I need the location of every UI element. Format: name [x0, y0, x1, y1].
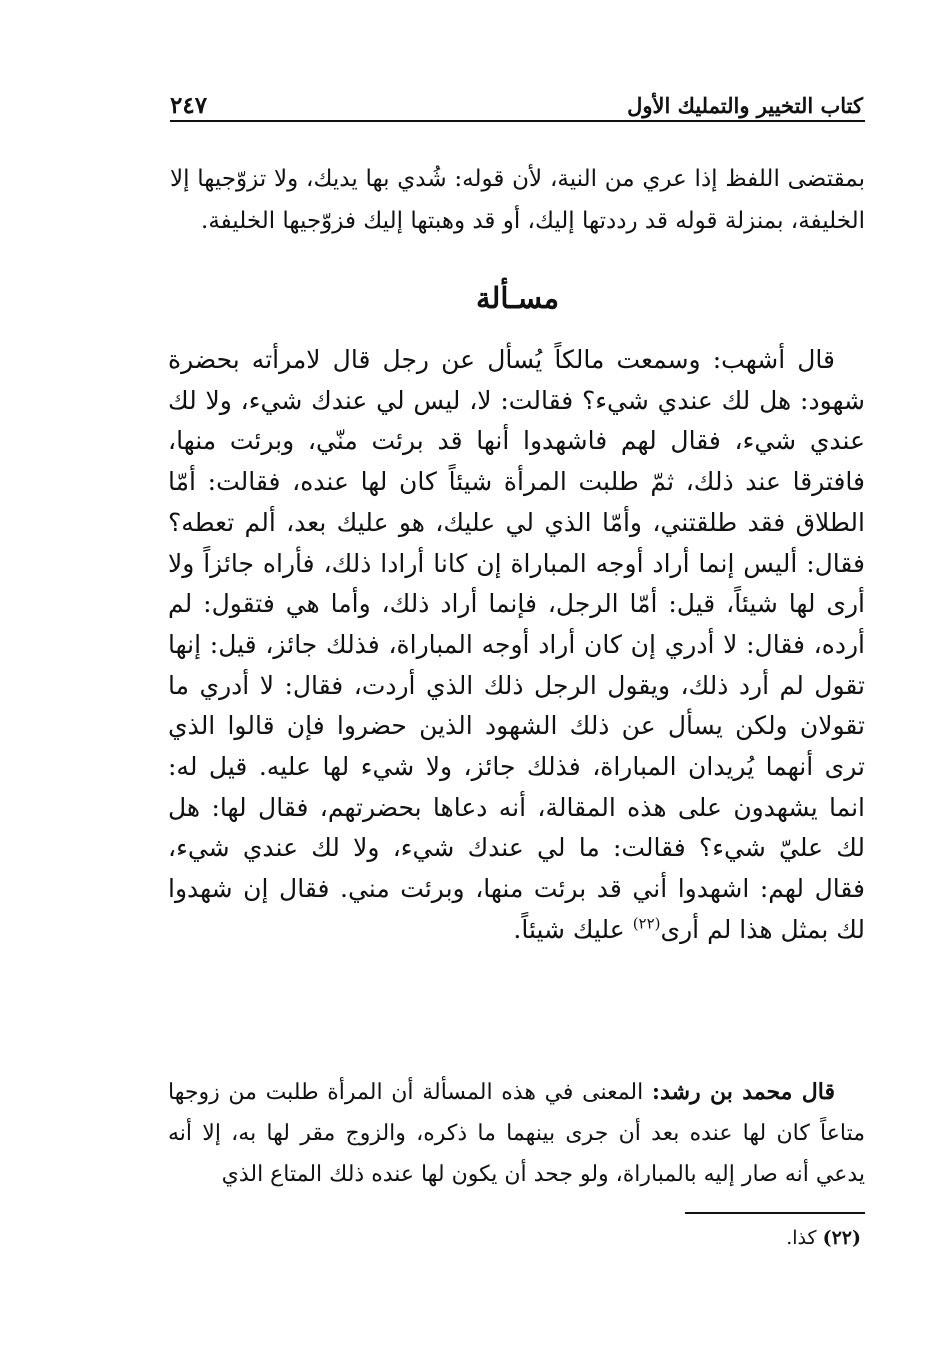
- header-rule: [170, 120, 865, 122]
- commentary-speaker: قال محمد بن رشد:: [651, 1079, 835, 1105]
- main-text-part-1: قال أشهب: وسمعت مالكاً يُسأل عن رجل قال لامرأته بحضرة شهود: هل لك عندي شيء؟ فقالت: لا، ليس لي عندك شيء، ولا لك عندي شيء، فقال لهم فاشهدوا أنها قد برئت منّي، وبرئت منها، فافترقا عند ذلك، ثمّ طلبت المرأة شيئاً كان لها عنده، فقالت: أمّا الطلاق فقد طلقتني، وأمّا الذي لي عليك، هو عليك بعد، ألم تعطه؟ فقال: أليس إنما أراد أوجه المباراة إن كانا أرادا ذلك، فأراه جائزاً ولا أرى لها شيئاً، قيل: أمّا الرجل، فإنما أراد ذلك، وأما هي فتقول: لم أرده، فقال: لا أدري إن كان أراد أوجه المباراة، فذلك جائز، قيل: إنها تقول لم أرد ذلك، ويقول الرجل ذلك الذي أردت، فقال: لا أدري ما تقولان ولكن يسأل عن ذلك الشهود الذين حضروا فإن قالوا الذي ترى أنهما يُريدان المباراة، فذلك جائز، ولا شيء لها عليه. قيل له: انما يشهدون على هذه المقالة، أنه دعاها بحضرتهم، فقال لها: هل لك عليّ شيء؟ فقالت: ما لي عندك شيء، ولا لك عندي شيء، فقال لهم: اشهدوا أني قد برئت منها، وبرئت مني. فقال إن شهدوا لك بمثل هذا لم أرى: [168, 345, 865, 944]
- running-title: كتاب التخيير والتمليك الأول: [627, 93, 863, 118]
- footnote-text: كذا.: [786, 1227, 823, 1249]
- commentary-body: المعنى في هذه المسألة أن المرأة طلبت من زوجها متاعاً كان لها عنده بعد أن جرى بينهما ما ذكره، والزوج مقر لها به، إلا أنه يدعي أنه صار إليه بالمباراة، ولو جحد أن يكون لها عنده ذلك المتاع الذي: [168, 1080, 865, 1187]
- commentary-paragraph: [168, 1072, 865, 1195]
- main-text: [168, 340, 865, 951]
- intro-text: بمقتضى اللفظ إذا عري من النية، لأن قوله: شُدي بها يديك، ولا تزوّجيها إلا الخليفة، بمنزلة قوله قد رددتها إليك، أو قد وهبتها إليك فزوّجيها الخليفة.: [170, 166, 865, 234]
- page-number: ٢٤٧: [170, 92, 208, 119]
- footnote-reference: (٢٢): [632, 914, 661, 933]
- footnote-rule: [685, 1212, 865, 1214]
- page-header: [170, 86, 863, 120]
- footnote-number: (٢٢): [822, 1227, 861, 1249]
- section-title: مسـألة: [475, 281, 560, 315]
- main-paragraph: [168, 340, 865, 951]
- commentary-text: [168, 1072, 865, 1195]
- main-text-part-2: عليك شيئاً.: [513, 914, 633, 944]
- intro-paragraph: [170, 158, 865, 242]
- footnote: [170, 1224, 861, 1252]
